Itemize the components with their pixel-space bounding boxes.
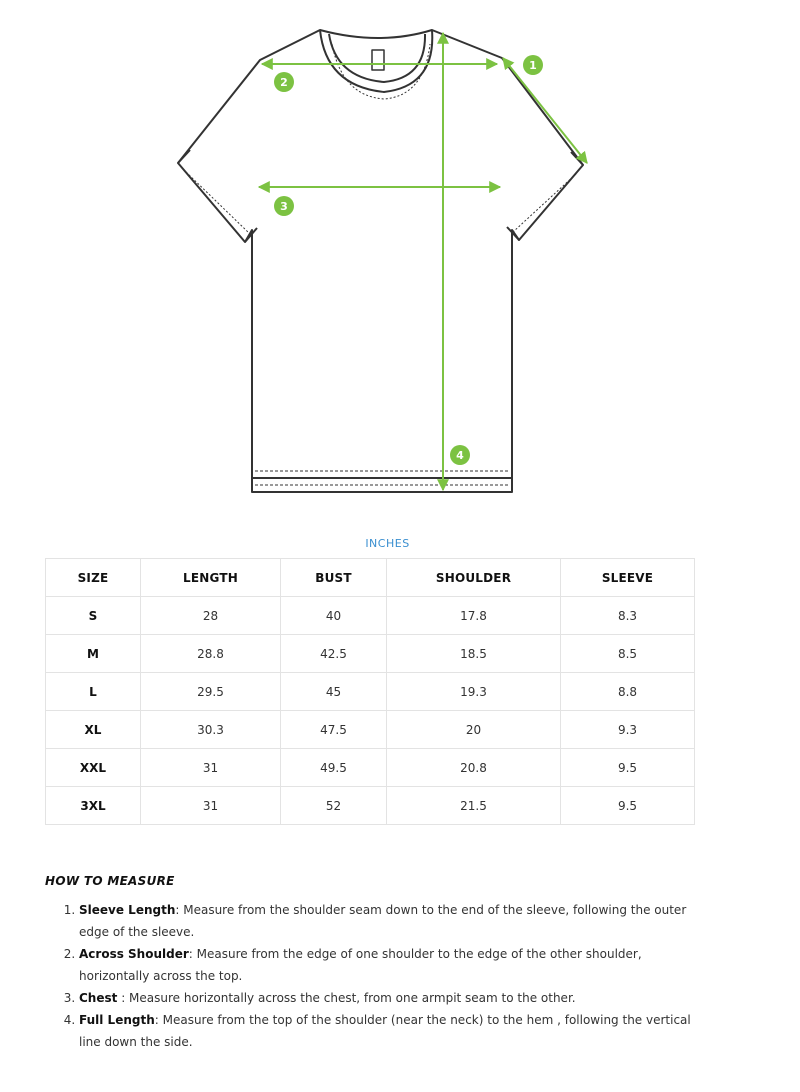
shoulder-cell: 18.5 — [387, 635, 561, 673]
marker-4 — [450, 445, 470, 465]
step-separator: : — [175, 903, 184, 917]
table-row — [46, 711, 695, 749]
tshirt-outline — [178, 30, 583, 492]
marker-2 — [274, 72, 294, 92]
sleeve-cell: 8.8 — [561, 673, 695, 711]
bust-cell: 49.5 — [281, 749, 387, 787]
table-row — [46, 749, 695, 787]
size-cell: L — [46, 673, 141, 711]
length-cell: 31 — [141, 787, 281, 825]
shoulder-cell: 21.5 — [387, 787, 561, 825]
bust-cell: 40 — [281, 597, 387, 635]
step-term: Sleeve Length — [79, 903, 176, 917]
header-shoulder: SHOULDER — [387, 559, 561, 597]
length-cell: 28.8 — [141, 635, 281, 673]
shoulder-cell: 20.8 — [387, 749, 561, 787]
sleeve-cell: 9.3 — [561, 711, 695, 749]
table-row — [46, 597, 695, 635]
table-header-row — [46, 559, 695, 597]
length-cell: 31 — [141, 749, 281, 787]
header-size: SIZE — [46, 559, 141, 597]
svg-text:3: 3 — [280, 200, 288, 213]
shoulder-cell: 20 — [387, 711, 561, 749]
size-chart-table — [45, 558, 695, 825]
sleeve-cell: 9.5 — [561, 787, 695, 825]
step-separator: : — [117, 991, 130, 1005]
tshirt-diagram — [0, 0, 800, 520]
step-text: Measure horizontally across the chest, from one armpit seam to the other. — [129, 991, 576, 1005]
bust-cell: 45 — [281, 673, 387, 711]
how-to-measure-title: HOW TO MEASURE — [45, 874, 175, 888]
step-text: Measure from the top of the shoulder (near the neck) to the hem , following the vertical line down the side. — [79, 1013, 691, 1049]
svg-text:1: 1 — [529, 59, 537, 72]
step-separator: : — [154, 1013, 163, 1027]
measure-step — [79, 1009, 709, 1053]
step-term: Chest — [79, 991, 118, 1005]
unit-label: INCHES — [365, 537, 410, 550]
header-bust: BUST — [281, 559, 387, 597]
step-term: Across Shoulder — [79, 947, 189, 961]
size-cell: S — [46, 597, 141, 635]
table-row — [46, 635, 695, 673]
sleeve-cell: 8.5 — [561, 635, 695, 673]
sleeve-cell: 9.5 — [561, 749, 695, 787]
measure-step — [79, 943, 709, 987]
measure-step — [79, 899, 709, 943]
header-sleeve: SLEEVE — [561, 559, 695, 597]
size-cell: XL — [46, 711, 141, 749]
sleeve-cell: 8.3 — [561, 597, 695, 635]
shoulder-cell: 19.3 — [387, 673, 561, 711]
length-cell: 30.3 — [141, 711, 281, 749]
measurement-arrows — [259, 33, 587, 490]
size-cell: XXL — [46, 749, 141, 787]
length-cell: 29.5 — [141, 673, 281, 711]
shoulder-cell: 17.8 — [387, 597, 561, 635]
svg-text:2: 2 — [280, 76, 288, 89]
step-separator: : — [188, 947, 197, 961]
size-cell: 3XL — [46, 787, 141, 825]
step-text: Measure from the shoulder seam down to the end of the sleeve, following the outer edge of the sleeve. — [79, 903, 687, 939]
marker-1 — [523, 55, 543, 75]
step-text: Measure from the edge of one shoulder to the edge of the other shoulder, horizontally across the top. — [79, 947, 642, 983]
marker-3 — [274, 196, 294, 216]
size-cell: M — [46, 635, 141, 673]
table-row — [46, 787, 695, 825]
length-cell: 28 — [141, 597, 281, 635]
bust-cell: 52 — [281, 787, 387, 825]
header-length: LENGTH — [141, 559, 281, 597]
sleeve-arrow — [503, 58, 587, 163]
how-to-measure-list — [55, 899, 709, 1053]
step-term: Full Length — [79, 1013, 155, 1027]
measure-step — [79, 987, 709, 1009]
table-row — [46, 673, 695, 711]
bust-cell: 42.5 — [281, 635, 387, 673]
bust-cell: 47.5 — [281, 711, 387, 749]
svg-text:4: 4 — [456, 449, 464, 462]
